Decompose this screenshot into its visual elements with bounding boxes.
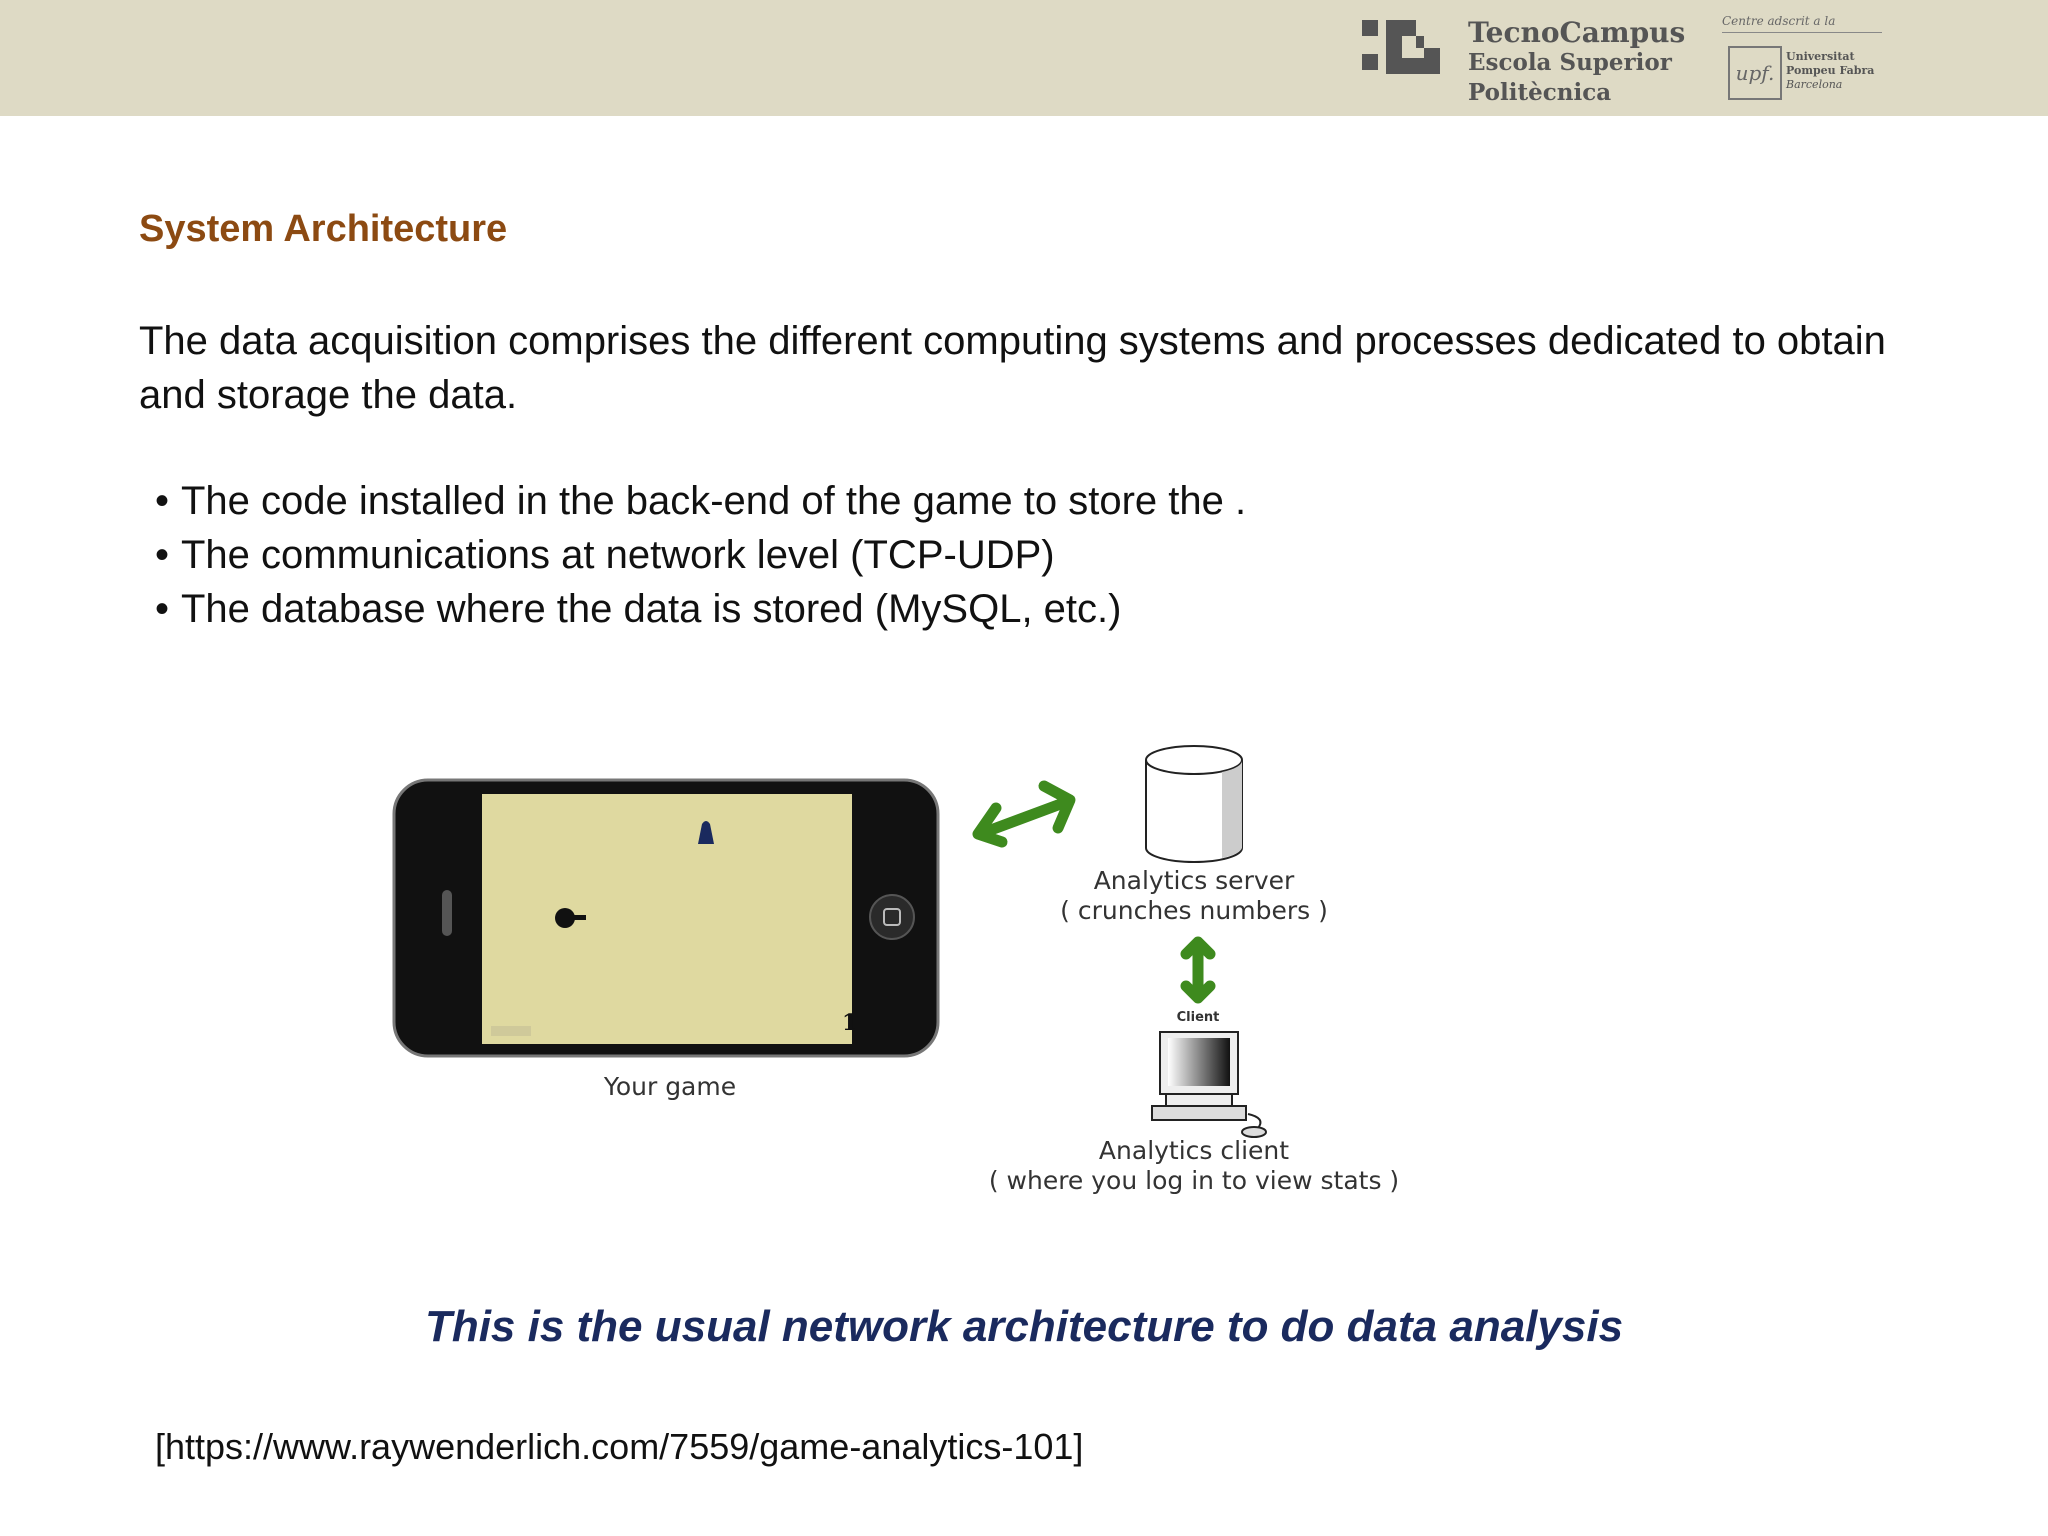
upf-logo	[1722, 14, 1882, 91]
upf-name-line1: Universitat	[1786, 50, 1855, 63]
tecnocampus-logo-icon	[1358, 18, 1442, 76]
tecnocampus-name: TecnoCampus	[1468, 16, 1686, 49]
bullet-list	[155, 474, 1246, 636]
client-tag: Client	[1176, 1010, 1220, 1025]
vertical-arrow-icon	[1186, 942, 1210, 998]
list-item	[155, 528, 1246, 582]
bullet-text: The communications at network level (TCP-UDP)	[181, 533, 1055, 577]
upf-name-line2: Pompeu Fabra	[1786, 64, 1875, 77]
bullet-text: The database where the data is stored (MySQL, etc.)	[181, 587, 1122, 631]
server-sublabel: ( crunches numbers )	[1060, 896, 1328, 925]
upf-name	[1786, 50, 1874, 92]
slide-title: System Architecture	[139, 208, 508, 250]
computer-icon	[1152, 1032, 1266, 1137]
bullet-icon: •	[155, 533, 170, 577]
tecnocampus-wordmark	[1468, 18, 1685, 108]
server-label: Analytics server	[1093, 866, 1295, 895]
bullet-icon: •	[155, 587, 170, 631]
bullet-icon: •	[155, 479, 170, 523]
upf-caption: Centre adscrit a la	[1722, 14, 1882, 33]
source-citation: [https://www.raywenderlich.com/7559/game-analytics-101]	[155, 1426, 1084, 1467]
phone-icon	[394, 780, 938, 1056]
game-label: Your game	[603, 1072, 737, 1101]
list-item	[155, 582, 1246, 636]
database-icon	[1146, 746, 1242, 862]
intro-paragraph: The data acquisition comprises the different computing systems and processes dedicated to obtain and storage the data.	[139, 319, 1886, 417]
upf-name-line3: Barcelona	[1786, 78, 1843, 91]
header-bar	[0, 0, 2048, 116]
tecnocampus-subtitle: Escola Superior	[1468, 49, 1672, 76]
upf-mark: upf.	[1728, 46, 1782, 100]
game-score: 1	[842, 1010, 858, 1036]
client-label: Analytics client	[1098, 1136, 1290, 1165]
bullet-text: The code installed in the back-end of the game to store the .	[181, 479, 1247, 523]
tagline: This is the usual network architecture to do data analysis	[424, 1302, 1624, 1351]
double-arrow-icon	[978, 786, 1070, 842]
tecnocampus-subtitle-2: Politècnica	[1468, 79, 1612, 106]
client-sublabel: ( where you log in to view stats )	[988, 1166, 1400, 1195]
list-item	[155, 474, 1246, 528]
